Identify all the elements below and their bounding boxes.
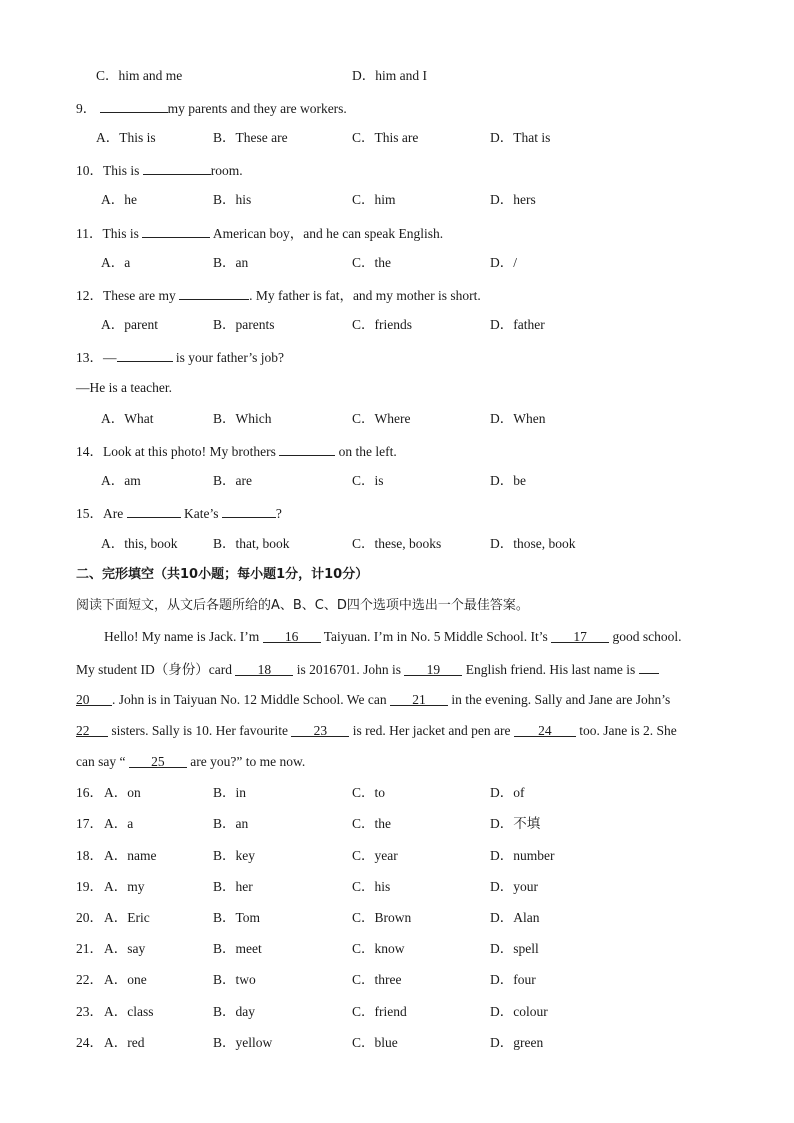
cloze-blank-24 [514, 722, 576, 737]
cloze-q18-option-a: A．name [104, 848, 157, 863]
cloze-q20-option-d: D．Alan [490, 910, 540, 925]
q14-blank [279, 441, 335, 456]
cloze-blank-23 [291, 722, 349, 737]
cloze-q20-number: 20． [76, 910, 103, 925]
q11-option-c: C．the [352, 255, 391, 270]
cloze-q23-option-a: A．class [104, 1004, 154, 1019]
blank-number-23: 23 [313, 723, 328, 738]
cloze-q21-option-a: A．say [104, 941, 146, 956]
q10-option-c: C．him [352, 192, 396, 207]
passage-text: can say “ [76, 754, 126, 769]
cloze-q21-option-d: D．spell [490, 941, 539, 956]
q9-option-a: A．This is [96, 130, 156, 145]
passage-text: English friend. His last name is [465, 662, 636, 677]
cloze-blank-21 [390, 691, 448, 706]
cloze-blank-18 [235, 661, 293, 676]
cloze-q17-option-d: D．不填 [490, 816, 541, 831]
q12-stem-text: . My father is fat，and my mother is short. [249, 288, 481, 303]
blank-number-16: 16 [284, 629, 299, 644]
q10-option-d: D．hers [490, 192, 536, 207]
cloze-q19-option-b: B．her [213, 879, 253, 894]
cloze-q18-option-b: B．key [213, 848, 255, 863]
cloze-q23-option-c: C．friend [352, 1004, 407, 1019]
q10-blank [143, 160, 211, 175]
q10-option-b: B．his [213, 192, 252, 207]
cloze-q23-number: 23． [76, 1004, 103, 1019]
passage-text: in the evening. Sally and Jane are John’s [451, 692, 671, 707]
q15-blank-2 [222, 503, 276, 518]
q13-stem [76, 347, 284, 367]
q11-blank [142, 223, 210, 238]
cloze-q16-option-a: A．on [104, 785, 141, 800]
q13-option-b: B．Which [213, 411, 272, 426]
cloze-q20-option-b: B．Tom [213, 910, 261, 925]
cloze-q23-option-d: D．colour [490, 1004, 548, 1019]
q12-stem [76, 285, 481, 305]
q15-stem-text: ? [275, 506, 282, 521]
q15-option-c: C．these, books [352, 536, 442, 551]
cloze-blank-20 [76, 691, 112, 706]
q9-option-c: C．This are [352, 130, 419, 145]
q15-blank-1 [127, 503, 181, 518]
passage-text: too. Jane is 2. She [579, 723, 677, 738]
q14-option-d: D．be [490, 473, 526, 488]
cloze-q18-option-d: D．number [490, 848, 555, 863]
blank-number-24: 24 [538, 723, 552, 738]
q11-option-b: B．an [213, 255, 249, 270]
q8-option-d: D．him and I [352, 68, 427, 83]
q14-option-a: A．am [101, 473, 141, 488]
q15-mid-text: Kate’s [184, 506, 219, 521]
q12-option-c: C．friends [352, 317, 412, 332]
cloze-q16-number: 16． [76, 785, 103, 800]
q13-number: 13．— [76, 350, 117, 365]
cloze-blank-20-start [639, 659, 659, 674]
q12-option-d: D．father [490, 317, 545, 332]
q9-option-d: D．That is [490, 130, 551, 145]
q13-blank [117, 347, 173, 362]
section-heading: 二、完形填空（共10小题；每小题1分，计10分） [76, 567, 369, 582]
q9-number: 9． [76, 101, 97, 116]
q14-option-c: C．is [352, 473, 384, 488]
q10-option-a: A．he [101, 192, 137, 207]
passage-line-5 [76, 753, 305, 771]
cloze-q22-option-b: B．two [213, 972, 256, 987]
q12-number: 12．These are my [76, 288, 176, 303]
q14-stem [76, 441, 397, 461]
q13-option-a: A．What [101, 411, 154, 426]
blank-number-20: 20 [76, 692, 90, 707]
q10-stem-text: room. [210, 163, 243, 178]
cloze-q17-option-c: C．the [352, 816, 391, 831]
cloze-q24-number: 24． [76, 1035, 103, 1050]
cloze-q21-number: 21． [76, 941, 103, 956]
q11-option-d: D．/ [490, 255, 517, 270]
cloze-q23-option-b: B．day [213, 1004, 255, 1019]
cloze-q22-option-c: C．three [352, 972, 402, 987]
q8-option-c: C．him and me [96, 68, 183, 83]
blank-number-22: 22 [76, 723, 90, 738]
blank-number-21: 21 [412, 692, 426, 707]
cloze-q17-number: 17． [76, 816, 103, 831]
q15-option-d: D．those, book [490, 536, 576, 551]
q15-number: 15．Are [76, 506, 124, 521]
cloze-q19-option-d: D．your [490, 879, 538, 894]
cloze-q16-option-d: D．of [490, 785, 525, 800]
passage-text: Taiyuan. I’m in No. 5 Middle School. It’s [323, 629, 548, 644]
passage-line-1 [104, 628, 682, 646]
cloze-q18-option-c: C．year [352, 848, 398, 863]
q13-option-d: D．When [490, 411, 546, 426]
q11-number: 11．This is [76, 226, 139, 241]
cloze-q22-option-a: A．one [104, 972, 147, 987]
section-instruction: 阅读下面短文，从文后各题所给的A、B、C、D四个选项中选出一个最佳答案。 [76, 598, 529, 613]
cloze-q24-option-c: C．blue [352, 1035, 398, 1050]
q11-stem [76, 223, 443, 243]
q9-option-b: B．These are [213, 130, 288, 145]
cloze-q18-number: 18． [76, 848, 103, 863]
q14-option-b: B．are [213, 473, 252, 488]
blank-number-18: 18 [257, 662, 272, 677]
q9-stem [76, 98, 347, 118]
q9-stem-text: my parents and they are workers. [167, 101, 347, 116]
blank-number-17: 17 [573, 629, 587, 644]
q14-number: 14．Look at this photo! My brothers [76, 444, 276, 459]
q13-option-c: C．Where [352, 411, 411, 426]
cloze-q17-option-b: B．an [213, 816, 249, 831]
q14-stem-text: on the left. [338, 444, 397, 459]
cloze-blank-17 [551, 628, 609, 643]
cloze-blank-16 [263, 628, 321, 643]
q12-option-b: B．parents [213, 317, 275, 332]
q13-stem-text: is your father’s job? [175, 350, 284, 365]
q12-blank [179, 285, 249, 300]
passage-text: My student ID（身份）card [76, 662, 232, 677]
passage-text: sisters. Sally is 10. Her favourite [111, 723, 288, 738]
blank-number-19: 19 [426, 662, 441, 677]
cloze-blank-19 [404, 661, 462, 676]
q15-option-b: B．that, book [213, 536, 290, 551]
cloze-q20-option-a: A．Eric [104, 910, 150, 925]
q13-answer-line: —He is a teacher. [76, 380, 172, 395]
q11-stem-text: American boy，and he can speak English. [212, 226, 444, 241]
cloze-q22-option-d: D．four [490, 972, 536, 987]
blank-number-25: 25 [151, 754, 165, 769]
cloze-q17-option-a: A．a [104, 816, 134, 831]
q9-blank [100, 98, 168, 113]
cloze-q24-option-b: B．yellow [213, 1035, 273, 1050]
passage-line-2 [76, 659, 659, 679]
cloze-q22-number: 22． [76, 972, 103, 987]
q10-number: 10．This is [76, 163, 140, 178]
q12-option-a: A．parent [101, 317, 158, 332]
passage-text: . John is in Taiyuan No. 12 Middle School. We can [112, 692, 387, 707]
passage-text: good school. [612, 629, 682, 644]
passage-text: is red. Her jacket and pen are [352, 723, 511, 738]
cloze-q19-option-a: A．my [104, 879, 145, 894]
cloze-q21-option-c: C．know [352, 941, 405, 956]
q15-option-a: A．this, book [101, 536, 178, 551]
cloze-q16-option-b: B．in [213, 785, 247, 800]
passage-text: are you?” to me now. [190, 754, 306, 769]
cloze-q21-option-b: B．meet [213, 941, 262, 956]
passage-line-3 [76, 691, 670, 709]
cloze-q16-option-c: C．to [352, 785, 386, 800]
passage-text: Hello! My name is Jack. I’m [104, 629, 260, 644]
cloze-q19-option-c: C．his [352, 879, 391, 894]
cloze-blank-22 [76, 722, 108, 737]
q10-stem [76, 160, 243, 180]
cloze-q24-option-d: D．green [490, 1035, 544, 1050]
cloze-q20-option-c: C．Brown [352, 910, 412, 925]
q11-option-a: A．a [101, 255, 131, 270]
cloze-blank-25 [129, 753, 187, 768]
q15-stem [76, 503, 282, 523]
cloze-q19-number: 19． [76, 879, 103, 894]
passage-text: is 2016701. John is [296, 662, 401, 677]
cloze-q24-option-a: A．red [104, 1035, 145, 1050]
passage-line-4 [76, 722, 677, 740]
